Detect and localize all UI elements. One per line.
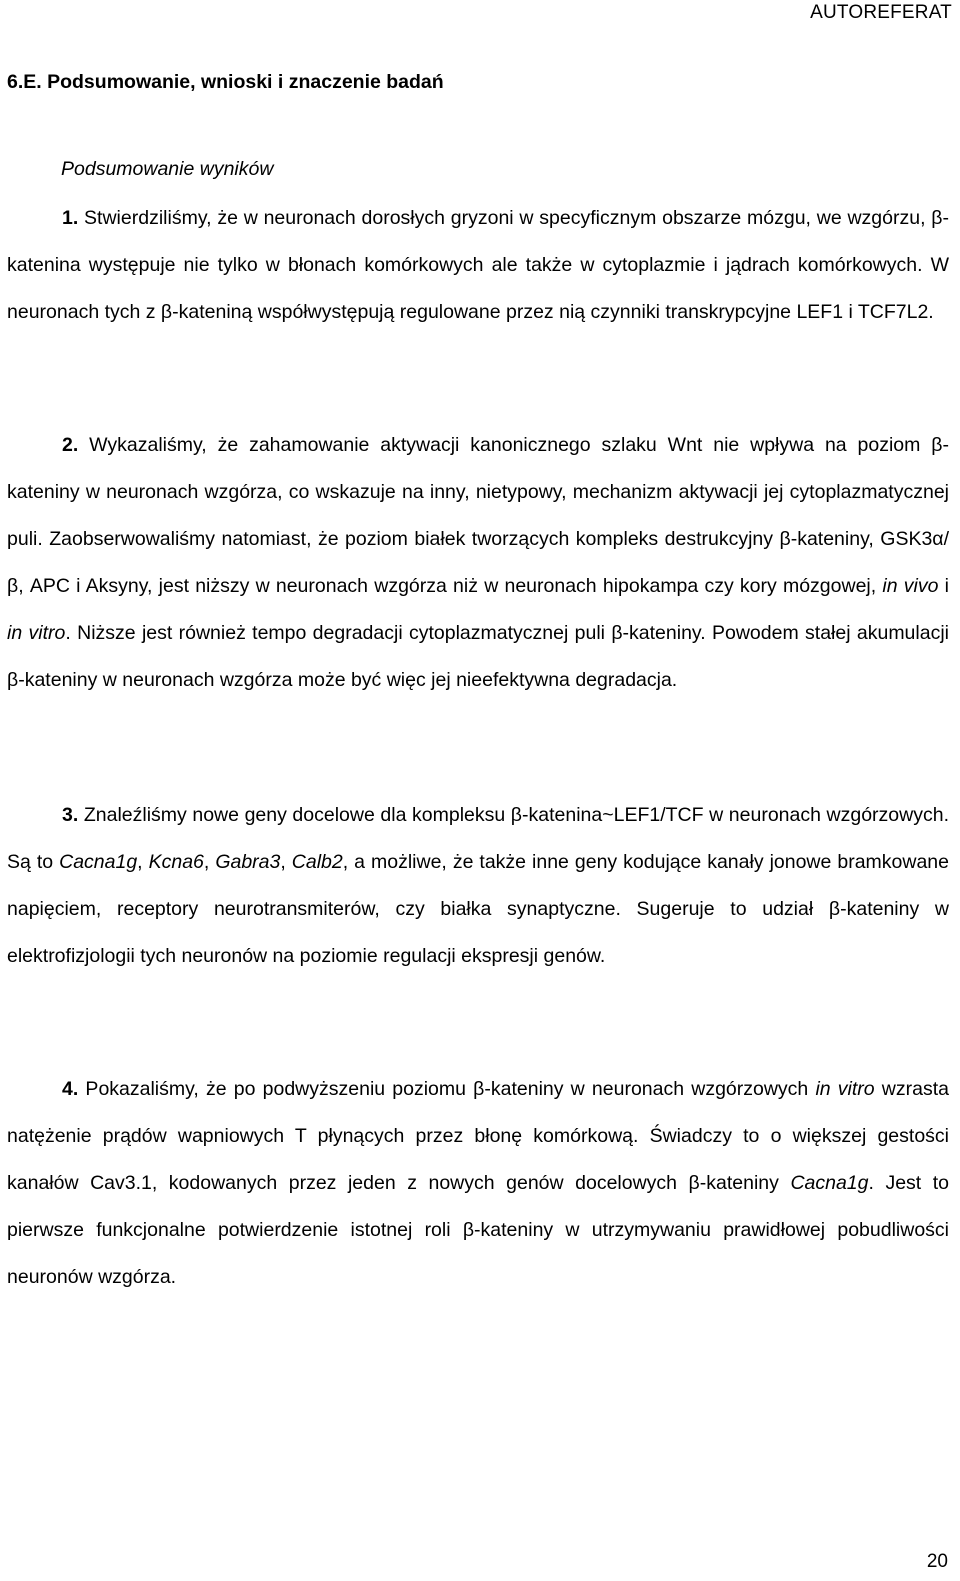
subheading: Podsumowanie wyników: [61, 158, 274, 180]
paragraph-2: [7, 422, 949, 704]
running-header: AUTOREFERAT: [810, 2, 952, 23]
text-run: wzrasta natężenie prądów wapniowych T płynących przez błonę komórkową. Świadczy to o większej gestości kanałów Cav3.1, kodowanych przez jeden z nowych genów docelowych β-kateniny: [7, 1078, 949, 1194]
text-run: Stwierdziliśmy, że w neuronach dorosłych gryzoni w specyficznym obszarze mózgu, we wzgórzu, β-katenina występuje nie tylko w błonach komórkowych ale także w cytoplazmie i jądrach komórkowych. W neuronach tych z β-kateniną współwystępują regulowane przez nią czynniki transkrypcyjne LEF1 i TCF7L2.: [7, 207, 949, 323]
paragraph-text: [7, 434, 949, 691]
paragraph-3: [7, 792, 949, 980]
text-run: ,: [280, 851, 292, 873]
paragraph-number: 4.: [62, 1078, 79, 1100]
paragraph-text: [7, 207, 949, 323]
italic-term: Gabra3: [215, 851, 281, 873]
italic-term: in vivo: [882, 575, 939, 597]
italic-term: Kcna6: [148, 851, 204, 873]
paragraph-number: 3.: [62, 804, 79, 826]
paragraph-text: [7, 804, 949, 967]
section-title: 6.E. Podsumowanie, wnioski i znaczenie badań: [7, 71, 444, 93]
italic-term: Cacna1g: [59, 851, 138, 873]
italic-term: Calb2: [291, 851, 343, 873]
italic-term: in vitro: [815, 1078, 875, 1100]
text-run: . Niższe jest również tempo degradacji cytoplazmatycznej puli β-kateniny. Powodem stałej akumulacji β-kateniny w neuronach wzgórza może być więc jej nieefektywna degradacja.: [7, 622, 949, 691]
text-run: , a możliwe, że także inne geny kodujące kanały jonowe bramkowane napięciem, receptory neurotransmiterów, czy białka synaptyczne. Sugeruje to udział β-kateniny w elektrofizjologii tych neuronów na poziomie regulacji ekspresji genów.: [7, 851, 949, 967]
text-run: i: [938, 575, 950, 597]
text-run: Wykazaliśmy, że zahamowanie aktywacji kanonicznego szlaku Wnt nie wpływa na poziom β-kateniny w neuronach wzgórza, co wskazuje na inny, nietypowy, mechanizm aktywacji jej cytoplazmatycznej puli. Zaobserwowaliśmy natomiast, że poziom białek tworzących kompleks destrukcyjny β-kateniny, GSK3α/β, APC i Aksyny, jest niższy w neuronach wzgórza niż w neuronach hipokampa czy kory mózgowej,: [7, 434, 949, 597]
italic-term: in vitro: [7, 622, 66, 644]
page-number: 20: [926, 1551, 948, 1572]
text-run: Pokazaliśmy, że po podwyższeniu poziomu β-kateniny w neuronach wzgórzowych: [78, 1078, 816, 1100]
text-run: Znaleźliśmy nowe geny docelowe dla kompleksu β-katenina~LEF1/TCF w neuronach wzgórzowych. Są to: [7, 804, 949, 873]
text-run: ,: [137, 851, 149, 873]
paragraph-1: [7, 195, 949, 336]
paragraph-number: 2.: [62, 434, 79, 456]
paragraph-number: 1.: [62, 207, 79, 229]
italic-term: Cacna1g: [790, 1172, 869, 1194]
text-run: ,: [203, 851, 216, 873]
text-run: . Jest to pierwsze funkcjonalne potwierdzenie istotnej roli β-kateniny w utrzymywaniu prawidłowej pobudliwości neuronów wzgórza.: [7, 1172, 950, 1288]
paragraph-4: [7, 1066, 949, 1301]
paragraph-text: [7, 1078, 949, 1288]
